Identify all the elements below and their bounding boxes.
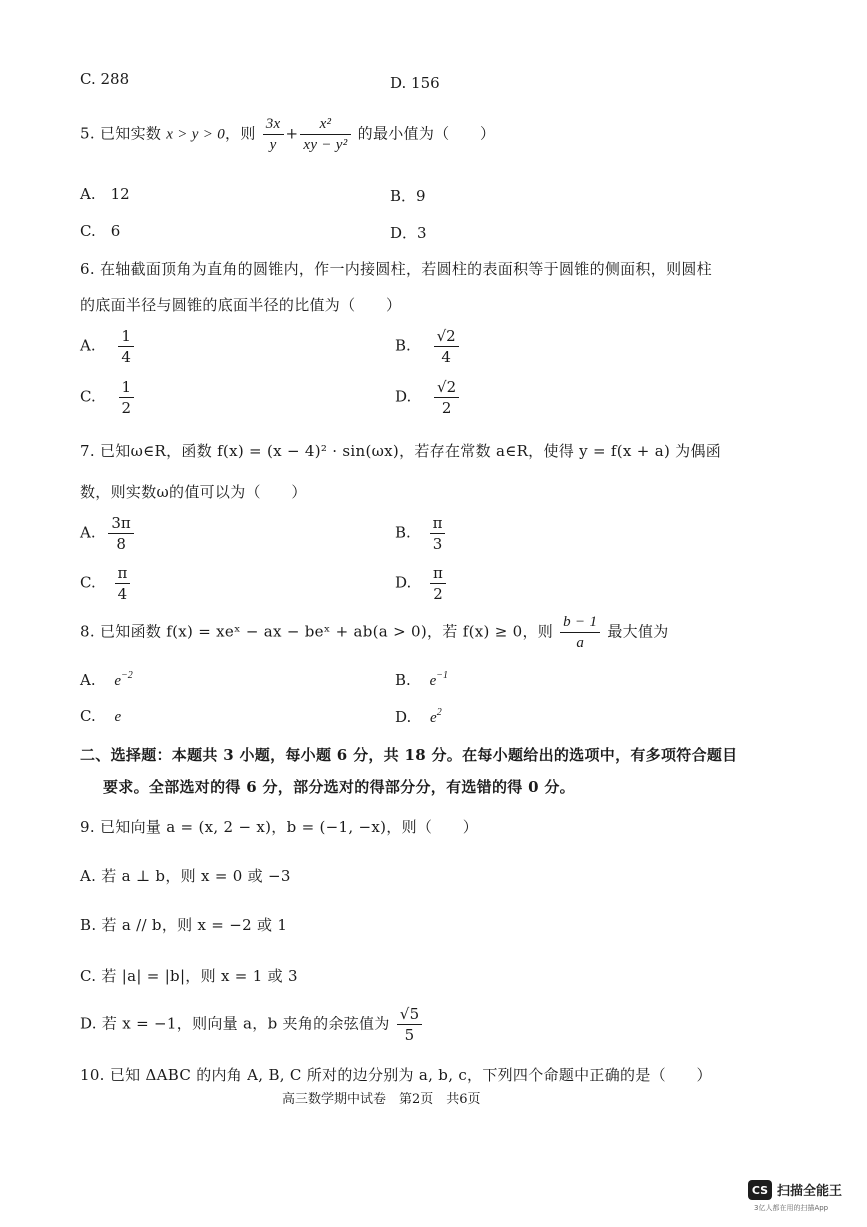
q8-option-a: A. $e^{-2}$ xyxy=(80,670,133,689)
q5-fraction-2: $\frac{\text{x²}}{\text{xy − y²}}$ xyxy=(300,114,350,155)
q5-number: 5. xyxy=(80,124,95,143)
camscanner-logo-icon: CS xyxy=(748,1180,772,1200)
q10-stem: 10. 已知 ΔABC 的内角 A, B, C 所对的边分别为 a, b, c，下列四个命题中正确的是（ ） xyxy=(80,1066,712,1084)
q5-option-d: D．3 xyxy=(390,224,427,242)
q8-option-b: B. $e^{-1}$ xyxy=(395,670,448,689)
q8-suffix: 最大值为 xyxy=(607,622,669,641)
q6-stem-line2: 的底面半径与圆锥的底面半径的比值为（ ） xyxy=(80,296,402,314)
q5-prefix: 已知实数 xyxy=(100,124,162,143)
question-8 xyxy=(80,612,669,653)
q7-option-b: B. $\frac{\pi}{3}$ xyxy=(395,513,447,554)
q5-plus: + xyxy=(285,124,299,143)
q5-option-b: B．9 xyxy=(390,187,426,205)
q8-option-d: D. $e^2$ xyxy=(395,707,442,726)
section-2-heading: 二、选择题：本题共 3 小题，每小题 6 分，共 18 分。在每小题给出的选项中，有多项符合题目 xyxy=(80,746,738,764)
q6-option-b: B. $\frac{√2}{4}$ xyxy=(395,326,461,367)
q8-fraction: $\frac{b - 1}{a}$ xyxy=(560,612,600,653)
q8-option-c: C. e xyxy=(80,707,122,725)
q7-stem-line1: 7. 已知ω∈R，函数 f(x) = (x − 4)² · sin(ωx)，若存在常数 a∈R，使得 y = f(x + a) 为偶函 xyxy=(80,442,722,460)
section-2-instructions: 要求。全部选对的得 6 分，部分选对的得部分分，有选错的得 0 分。 xyxy=(103,778,575,796)
q5-option-a: A. 12 xyxy=(80,185,130,203)
q4-option-c: C. 288 xyxy=(80,70,130,88)
camscanner-tagline: 3亿人都在用的扫描App xyxy=(754,1204,829,1212)
q9-option-a: A. 若 a ⊥ b，则 x = 0 或 −3 xyxy=(80,867,291,885)
question-5 xyxy=(80,114,495,155)
q6-stem-line1: 6. 在轴截面顶角为直角的圆锥内，作一内接圆柱，若圆柱的表面积等于圆锥的侧面积，则圆柱 xyxy=(80,260,712,278)
q7-option-c: C. $\frac{\pi}{4}$ xyxy=(80,563,132,604)
q4-option-d: D. 156 xyxy=(390,74,440,92)
q5-suffix: 的最小值为（ ） xyxy=(357,124,496,143)
camscanner-name: 扫描全能王 xyxy=(777,1184,843,1199)
q9-option-b: B. 若 a // b，则 x = −2 或 1 xyxy=(80,916,288,934)
q5-condition: x > y > 0 xyxy=(166,126,226,143)
q9-option-c: C. 若 |a| = |b|，则 x = 1 或 3 xyxy=(80,967,298,985)
q7-stem-line2: 数，则实数ω的值可以为（ ） xyxy=(80,483,307,501)
q9-option-d: D. 若 x = −1，则向量 a，b 夹角的余弦值为 $\frac{√5}{5}$ xyxy=(80,1004,424,1045)
q8-prefix: 8. 已知函数 f(x) = xeˣ − ax − beˣ + ab(a > 0)，若 f(x) ≥ 0，则 xyxy=(80,622,554,641)
q7-option-d: D. $\frac{\pi}{2}$ xyxy=(395,563,448,604)
q5-mid: ，则 xyxy=(225,124,256,143)
q7-option-a: A. $\frac{3\pi}{8}$ xyxy=(80,513,136,554)
q6-option-d: D. $\frac{√2}{2}$ xyxy=(395,377,461,418)
q6-option-c: C. $\frac{1}{2}$ xyxy=(80,377,136,418)
q5-fraction-1: $\frac{3x}{y}$ xyxy=(263,114,284,155)
q6-option-a: A. $\frac{1}{4}$ xyxy=(80,326,136,367)
q9-d-fraction: $\frac{√5}{5}$ xyxy=(397,1004,423,1045)
q5-option-c: C. 6 xyxy=(80,222,121,240)
page-footer: 高三数学期中试卷 第2页 共6页 xyxy=(282,1092,481,1107)
q9-stem: 9. 已知向量 a = (x, 2 − x)，b = (−1, −x)，则（ ） xyxy=(80,818,479,836)
